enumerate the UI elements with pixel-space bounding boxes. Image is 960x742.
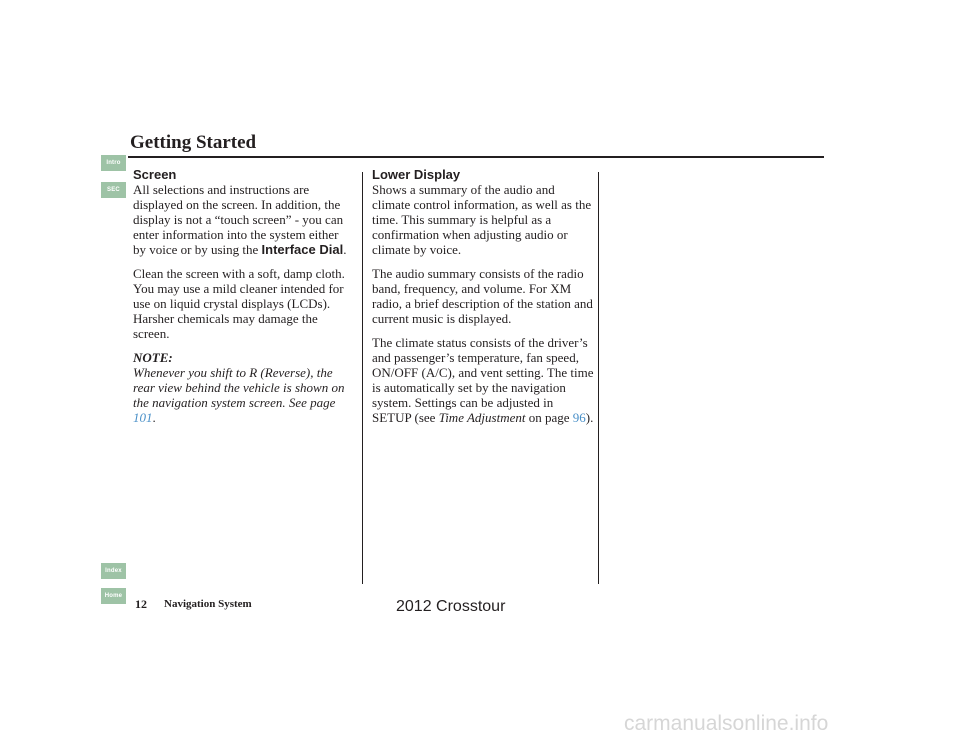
page-number: 12 [135, 597, 147, 611]
screen-paragraph-1-end: . [343, 242, 347, 257]
interface-dial-term: Interface Dial [261, 242, 344, 257]
screen-heading: Screen [133, 167, 177, 182]
left-column [133, 167, 353, 434]
note-text [133, 365, 353, 425]
lower-display-heading: Lower Display [372, 167, 461, 182]
lower-display-paragraph-3-text: The climate status consists of the driver’s and passenger’s temperature, fan speed, ON/OFF (A/C), and vent setting. The time is automatically set by the navigation system. Settings can be adjusted in SETUP (see [372, 335, 594, 425]
time-adjustment-ref: Time Adjustment [438, 410, 526, 425]
note-label: NOTE: [133, 350, 173, 365]
sec-tab[interactable]: SEC [101, 182, 126, 198]
lower-display-paragraph-2: The audio summary consists of the radio band, frequency, and volume. For XM radio, a brief description of the station and current music is displayed. [372, 266, 593, 326]
lower-display-paragraph-3-mid: on page [525, 410, 573, 425]
screen-paragraph-1-text: All selections and instructions are displayed on the screen. In addition, the display is not a “touch screen” - you can enter information into the system either by voice or by using the [133, 182, 344, 257]
lower-display-paragraph-3 [372, 335, 594, 425]
page-101-link[interactable]: 101 [133, 410, 153, 425]
footer-model: 2012 Crosstour [396, 598, 506, 615]
lower-display-paragraph-3-end: ). [585, 410, 594, 425]
home-tab[interactable]: Home [101, 588, 126, 604]
page-title: Getting Started [130, 132, 257, 153]
note-text-end: . [152, 410, 156, 425]
title-rule [128, 156, 824, 158]
screen-paragraph-1 [133, 182, 353, 257]
lower-display-paragraph-1: Shows a summary of the audio and climate control information, as well as the time. This summary is helpful as a confirmation when adjusting audio or climate by voice. [372, 182, 592, 257]
page-96-link[interactable]: 96 [572, 410, 586, 425]
index-tab[interactable]: Index [101, 563, 126, 579]
note-text-body: Whenever you shift to R (Reverse), the rear view behind the vehicle is shown on the navigation system screen. See page [133, 365, 345, 410]
footer-section-title: Navigation System [164, 598, 252, 610]
screen-paragraph-2: Clean the screen with a soft, damp cloth. You may use a mild cleaner intended for use on liquid crystal displays (LCDs). Harsher chemicals may damage the screen. [133, 266, 345, 341]
column-divider-right [598, 172, 599, 584]
column-divider-left [362, 172, 363, 584]
intro-tab[interactable]: Intro [101, 155, 126, 171]
right-column [372, 167, 594, 434]
watermark: carmanualsonline.info [624, 712, 829, 735]
